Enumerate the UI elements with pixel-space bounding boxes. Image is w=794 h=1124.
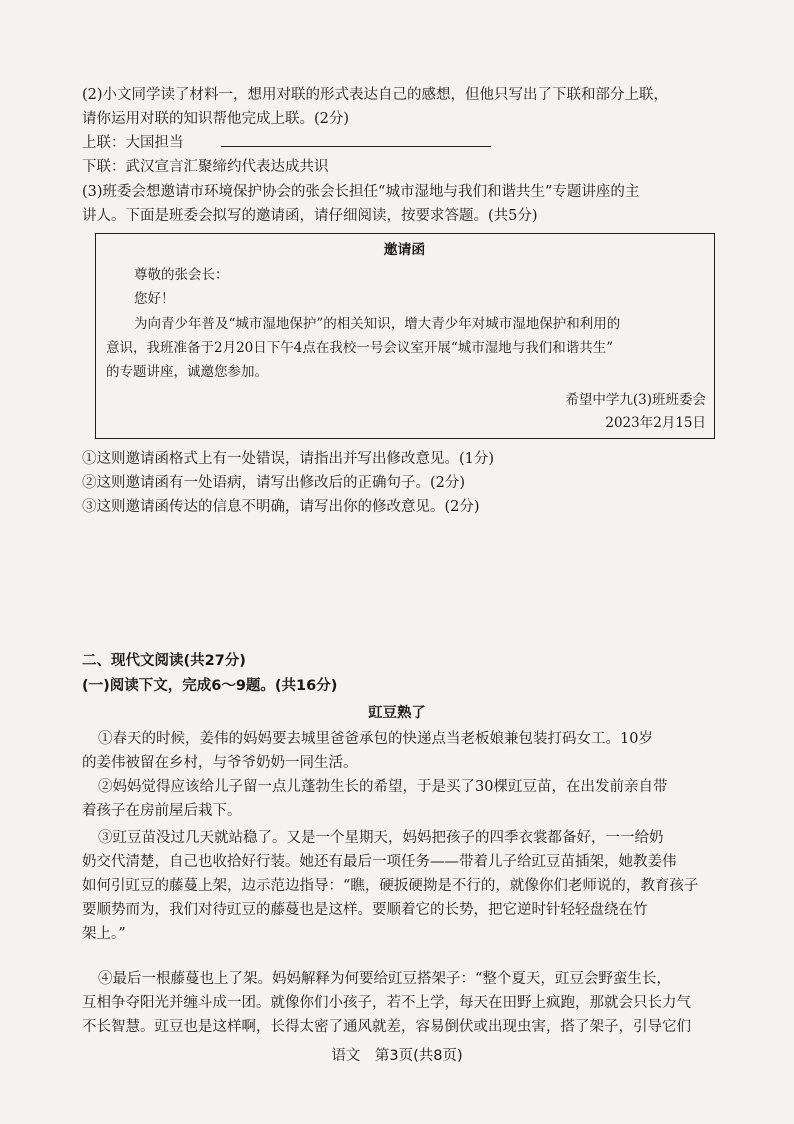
letter-title: 邀请函 xyxy=(383,242,426,258)
section-sub-heading: (一)阅读下文，完成6～9题。(共16分) xyxy=(82,678,338,694)
article-line: 如何引豇豆的藤蔓上架，边示范边指导：“瞧，硬扳硬拗是不行的，就像你们老师说的，教育孩子 xyxy=(82,878,699,894)
article-line: 架上。” xyxy=(82,926,126,942)
article-line: 要顺势而为，我们对待豇豆的藤蔓也是这样。要顺着它的长势，把它逆时针轻轻盘绕在竹 xyxy=(82,902,648,918)
article-line: ①春天的时候，姜伟的妈妈要去城里爸爸承包的快递点当老板娘兼包装打码女工。10岁 xyxy=(98,731,653,747)
answer-blank-line xyxy=(221,146,491,147)
article-line: 奶交代清楚，自己也收拾好行装。她还有最后一项任务——带着儿子给豇豆苗插架，她教姜伟 xyxy=(82,854,677,870)
q2-upper-couplet: 上联：大国担当 xyxy=(82,135,184,151)
q2-line2: 请你运用对联的知识帮他完成上联。(2分) xyxy=(82,111,350,127)
letter-signature: 希望中学九(3)班班委会 xyxy=(565,392,706,408)
letter-salutation: 尊敬的张会长： xyxy=(134,267,229,283)
sub-question-1: ①这则邀请函格式上有一处错误，请指出并写出修改意见。(1分) xyxy=(82,451,495,467)
q3-line2: 讲人。下面是班委会拟写的邀请函，请仔细阅读，按要求答题。(共5分) xyxy=(82,208,538,224)
article-line: 不长智慧。豇豆也是这样啊，长得太密了通风就差，容易倒伏或出现虫害，搭了架子，引导它们 xyxy=(82,1019,691,1035)
invitation-letter-box xyxy=(95,233,715,439)
article-line: 的姜伟被留在乡村，与爷爷奶奶一同生活。 xyxy=(82,755,358,771)
article-line: ④最后一根藤蔓也上了架。妈妈解释为何要给豇豆搭架子：“整个夏天，豇豆会野蛮生长， xyxy=(98,971,671,987)
letter-body-line2: 意识，我班准备于2月20日下午4点在我校一号会议室开展“城市湿地与我们和谐共生” xyxy=(106,340,614,356)
q2-lower-couplet: 下联：武汉宣言汇聚缔约代表达成共识 xyxy=(82,159,329,175)
letter-body-line1: 为向青少年普及“城市湿地保护”的相关知识，增大青少年对城市湿地保护和利用的 xyxy=(134,316,621,332)
article-line: 着孩子在房前屋后栽下。 xyxy=(82,803,242,819)
article-line: ②妈妈觉得应该给儿子留一点儿蓬勃生长的希望，于是买了30棵豇豆苗，在出发前亲自带 xyxy=(98,779,668,795)
q2-line1: (2)小文同学读了材料一，想用对联的形式表达自己的感想，但他只写出了下联和部分上联， xyxy=(82,87,669,103)
article-title: 豇豆熟了 xyxy=(368,705,426,721)
letter-body-line3: 的专题讲座，诚邀您参加。 xyxy=(106,364,268,380)
page-footer: 语文 第3页(共8页) xyxy=(331,1048,463,1064)
section-heading: 二、现代文阅读(共27分) xyxy=(82,653,246,669)
letter-date: 2023年2月15日 xyxy=(605,415,706,431)
article-line: ③豇豆苗没过几天就站稳了。又是一个星期天，妈妈把孩子的四季衣裳都备好，一一给奶 xyxy=(98,830,664,846)
sub-question-3: ③这则邀请函传达的信息不明确，请写出你的修改意见。(2分) xyxy=(82,499,480,515)
q3-line1: (3)班委会想邀请市环境保护协会的张会长担任“城市湿地与我们和谐共生”专题讲座的主 xyxy=(82,184,640,200)
letter-greeting: 您好！ xyxy=(134,291,175,307)
article-line: 互相争夺阳光并缠斗成一团。就像你们小孩子，若不上学，每天在田野上疯跑，那就会只长力气 xyxy=(82,995,691,1011)
sub-question-2: ②这则邀请函有一处语病，请写出修改后的正确句子。(2分) xyxy=(82,475,466,491)
